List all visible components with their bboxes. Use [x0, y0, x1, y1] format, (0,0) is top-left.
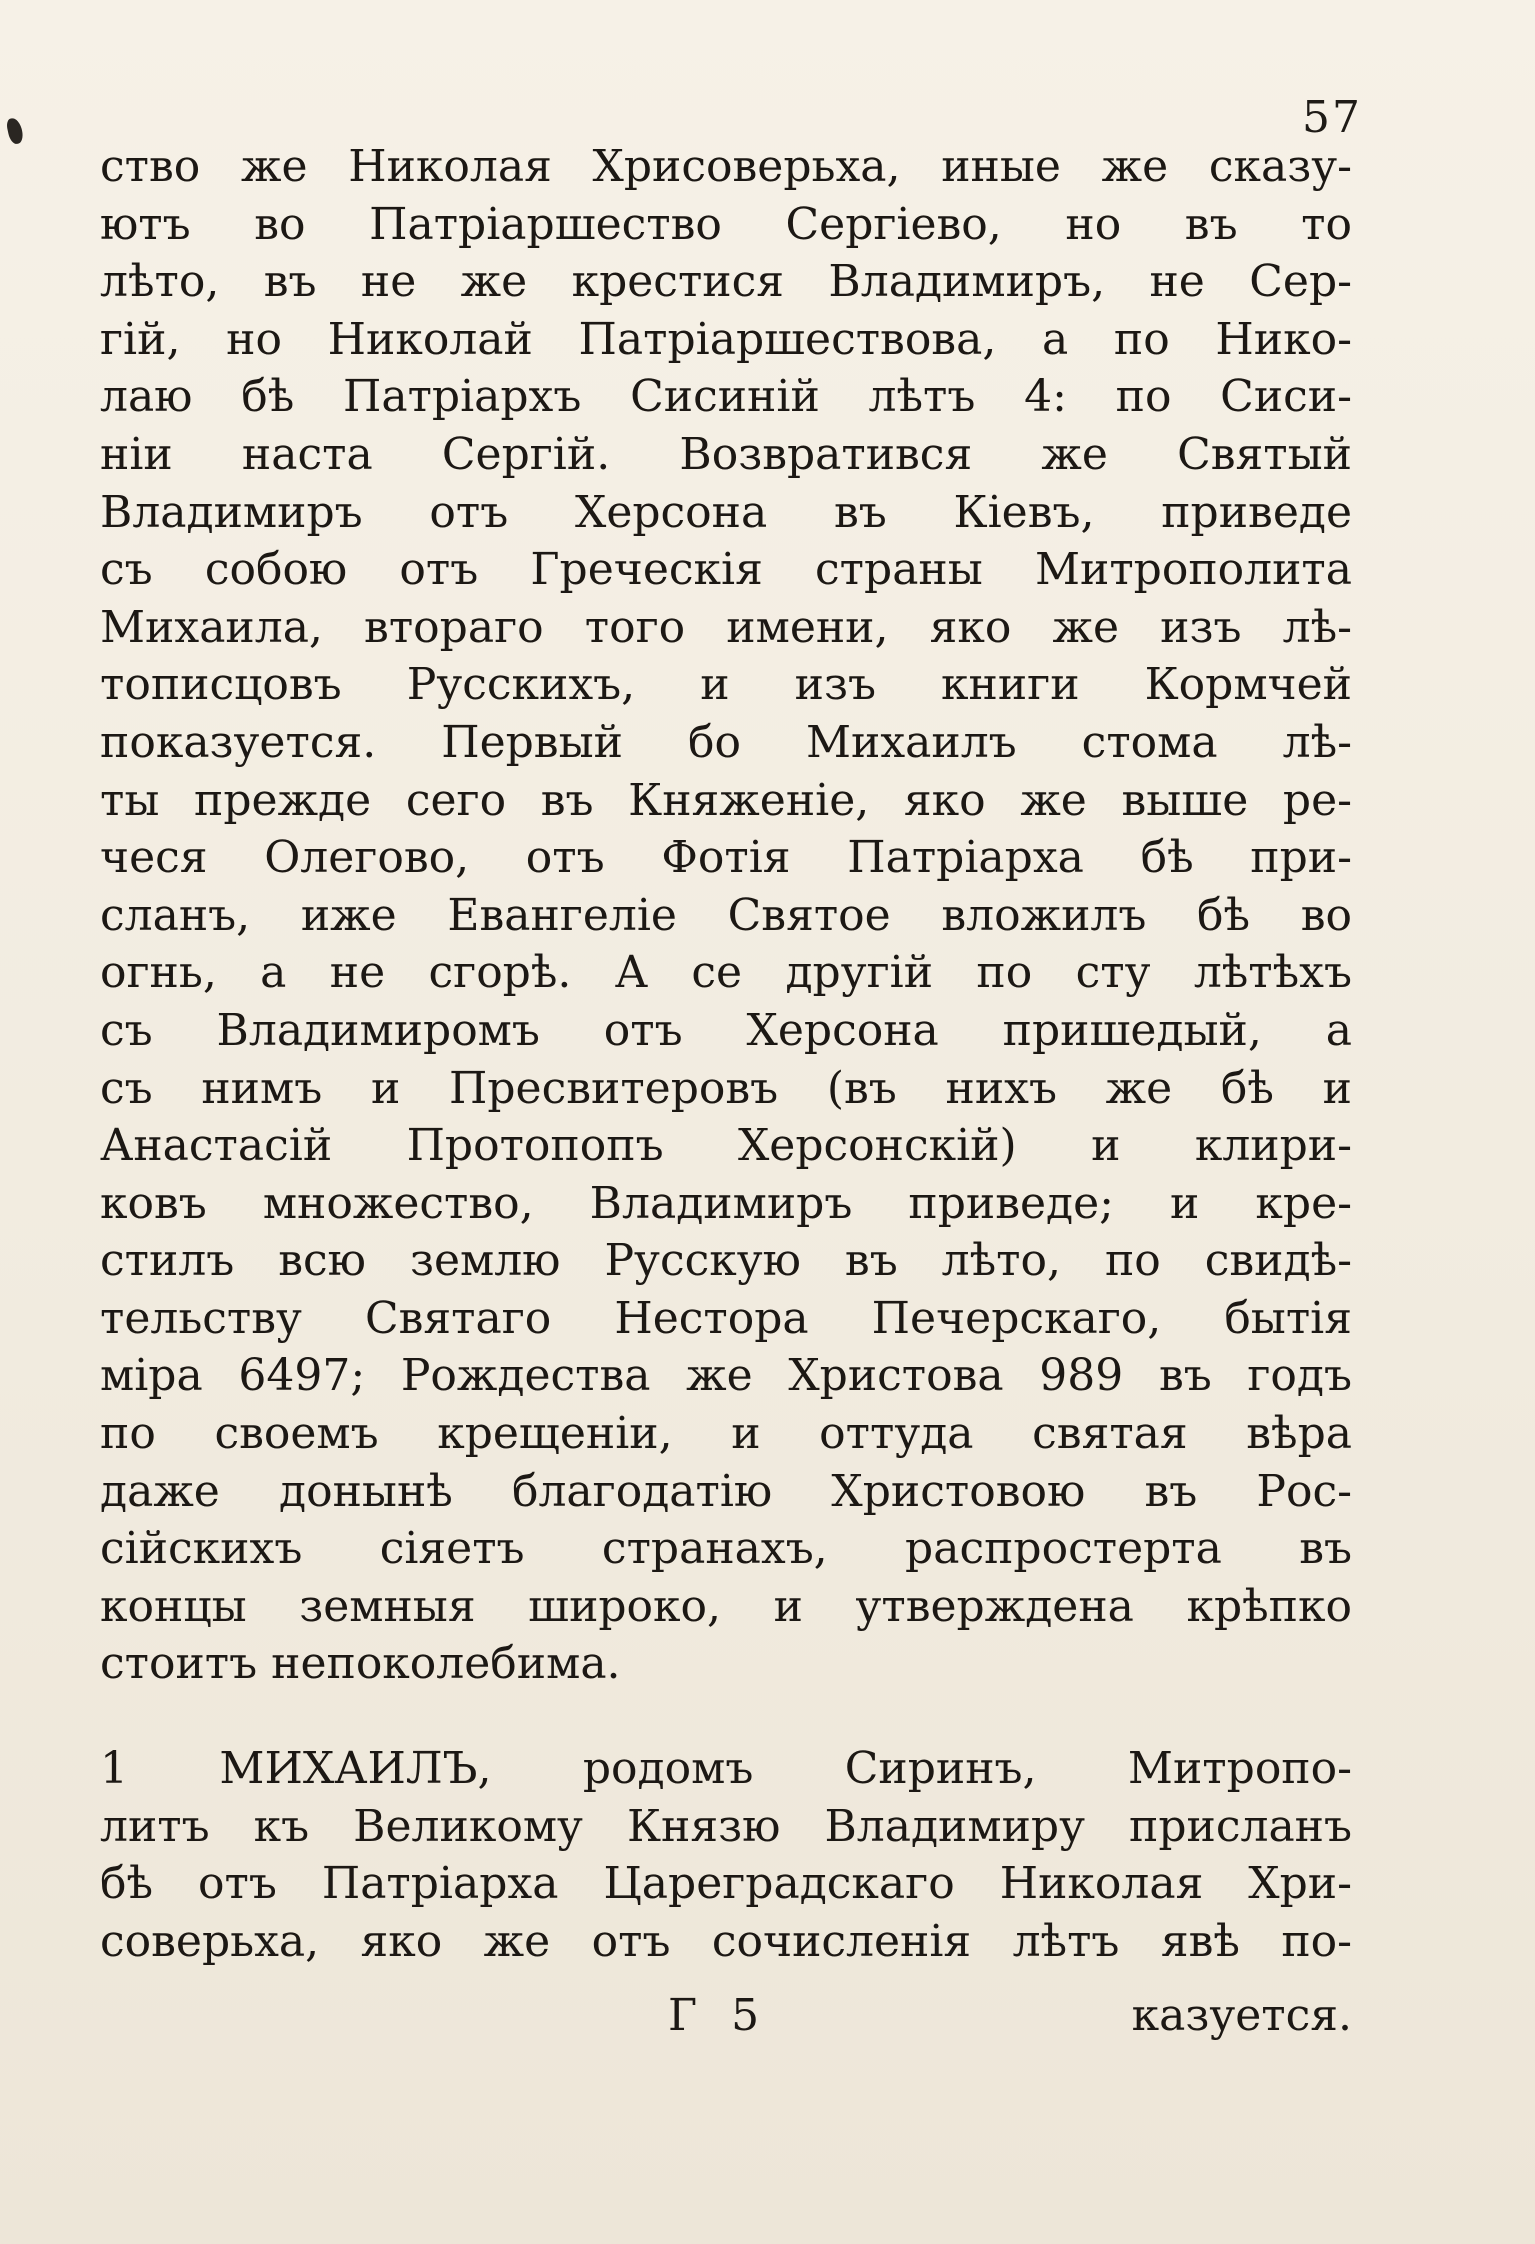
- text-line: сійскихъ сіяетъ странахъ, распростерта въ: [100, 1523, 1352, 1575]
- ink-mark: [5, 117, 24, 145]
- text-line: ство же Николая Хрисоверьха, иные же сказу-: [100, 141, 1352, 192]
- text-line: лѣто, въ не же крестися Владимиръ, не Сер-: [100, 256, 1352, 308]
- text-line: ковъ множество, Владимиръ приведе; и кре-: [100, 1177, 1352, 1229]
- text-line: Анастасій Протопопъ Херсонскій) и клири-: [100, 1120, 1352, 1172]
- text-line: стоитъ непоколебима.: [100, 1638, 621, 1690]
- text-line: чеся Олегово, отъ Фотія Патріарха бѣ при-: [100, 832, 1352, 884]
- text-line: по своемъ крещеніи, и оттуда святая вѣра: [100, 1408, 1352, 1460]
- text-line: Владимиръ отъ Херсона въ Кіевъ, приведе: [100, 486, 1352, 538]
- text-line: съ собою отъ Греческія страны Митрополита: [100, 544, 1352, 596]
- text-line: съ Владимиромъ отъ Херсона пришедый, а: [100, 1004, 1352, 1056]
- text-line: гій, но Николай Патріаршествова, а по Нико-: [100, 313, 1352, 365]
- text-line: тописцовъ Русскихъ, и изъ книги Кормчей: [100, 659, 1352, 711]
- text-line: сланъ, иже Евангеліе Святое вложилъ бѣ во: [100, 889, 1352, 941]
- paragraph-2: [100, 1740, 1352, 1970]
- text-line: съ нимъ и Пресвитеровъ (въ нихъ же бѣ и: [100, 1062, 1352, 1114]
- text-line: 1 МИХАИЛЪ, родомъ Сиринъ, Митропо-: [100, 1743, 1352, 1794]
- text-line: показуется. Первый бо Михаилъ стома лѣ-: [100, 716, 1352, 768]
- text-line: міра 6497; Рождества же Христова 989 въ годъ: [100, 1350, 1352, 1402]
- text-line: соверьха, яко же отъ сочисленія лѣтъ явѣ по-: [100, 1915, 1352, 1967]
- text-line: ты прежде сего въ Княженіе, яко же выше ре-: [100, 774, 1352, 826]
- text-line: Михаила, втораго того имени, яко же изъ лѣ-: [100, 601, 1352, 653]
- text-line: ніи наста Сергій. Возвратився же Святый: [100, 428, 1352, 480]
- text-line: огнь, а не сгорѣ. А се другій по сту лѣтѣхъ: [100, 947, 1352, 999]
- text-line: концы земныя широко, и утверждена крѣпко: [100, 1580, 1352, 1632]
- text-line: литъ къ Великому Князю Владимиру присланъ: [100, 1800, 1352, 1852]
- text-line: даже донынѣ благодатію Христовою въ Рос-: [100, 1465, 1352, 1517]
- text-line: ютъ во Патріаршество Сергіево, но въ то: [100, 198, 1352, 250]
- text-line: тельству Святаго Нестора Печерскаго, бытія: [100, 1292, 1352, 1344]
- text-line: бѣ отъ Патріарха Цареградскаго Николая Хри-: [100, 1858, 1352, 1910]
- text-line: стилъ всю землю Русскую въ лѣто, по свидѣ-: [100, 1235, 1352, 1287]
- page-number: 57: [1302, 92, 1362, 143]
- page-footer: [0, 1990, 1535, 2050]
- paragraph-1: [100, 138, 1352, 1693]
- printer-signature: Г 5: [668, 1990, 770, 2041]
- catchword: казуется.: [1131, 1990, 1352, 2041]
- text-line: лаю бѣ Патріархъ Сисиній лѣтъ 4: по Сиси-: [100, 371, 1352, 423]
